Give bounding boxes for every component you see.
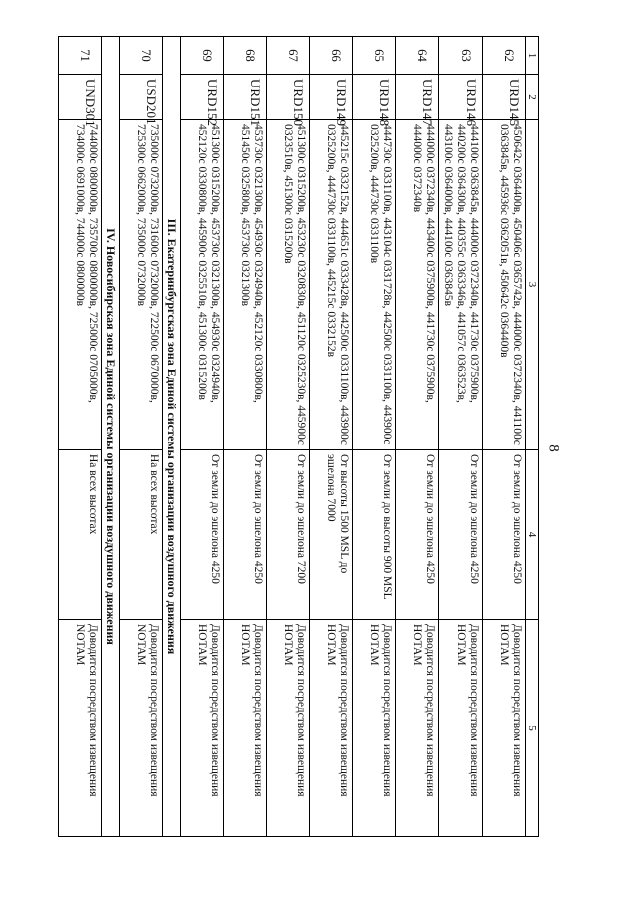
notice-method: Доводится посредством извещения НОТАМ [224, 620, 267, 837]
notice-method: Доводится посредством извещения НОТАМ [396, 620, 439, 837]
area-coordinates: 450642с 0364400в, 450406с 0365742в, 444000с 0372340в, 441100с 0363845в, 445936с 0362051в, 450642с 0364400в [483, 120, 526, 450]
area-coordinates: 453730с 0321300в, 454930с 0324940в, 452120с 0330800в, 451450с 0325800в, 453730с 0321300в [224, 120, 267, 450]
section-heading: III. Екатеринбургская зона Единой системы организации воздушного движения [163, 37, 181, 837]
row-number: 68 [224, 37, 267, 75]
restricted-areas-table [58, 36, 539, 837]
row-number: 62 [483, 37, 526, 75]
row-number: 63 [439, 37, 483, 75]
table-row [483, 37, 526, 837]
altitude-range: На всех высотах [59, 450, 102, 620]
table-row [224, 37, 267, 837]
table-row [396, 37, 439, 837]
header-row [526, 37, 539, 837]
table-row [439, 37, 483, 837]
area-code: UND301 [59, 75, 102, 120]
row-number: 69 [181, 37, 224, 75]
column-header: 2 [526, 75, 539, 120]
area-code: USD201 [120, 75, 163, 120]
notice-method: Доводится посредством извещения NOTAM [59, 620, 102, 837]
column-header: 1 [526, 37, 539, 75]
notice-method: Доводится посредством извещения NOTAM [120, 620, 163, 837]
table-row [353, 37, 396, 837]
area-code: URD152 [181, 75, 224, 120]
notice-method: Доводится посредством извещения НОТАМ [267, 620, 310, 837]
table-row [120, 37, 163, 837]
notice-method: Доводится посредством извещения НОТАМ [181, 620, 224, 837]
area-code: URD151 [224, 75, 267, 120]
area-code: URD146 [439, 75, 483, 120]
table-row [59, 37, 102, 837]
section-heading: IV. Новосибирская зона Единой системы организации воздушного движения [102, 37, 120, 837]
table-row [310, 37, 353, 837]
notice-method: Доводится посредством извещения НОТАМ [310, 620, 353, 837]
row-number: 67 [267, 37, 310, 75]
rotated-table-container [74, 36, 539, 836]
area-code: URD150 [267, 75, 310, 120]
area-coordinates: 445215с 0332152в, 444651с 0333428в, 442500с 0331100в, 443900с 0325200в, 444730с 0331100в, 445215с 0332152в [310, 120, 353, 450]
column-header: 3 [526, 120, 539, 450]
altitude-range: От земли до эшелона 4250 [439, 450, 483, 620]
row-number: 70 [120, 37, 163, 75]
row-number: 66 [310, 37, 353, 75]
area-code: URD149 [310, 75, 353, 120]
altitude-range: От земли до высоты 900 MSL [353, 450, 396, 620]
notice-method: Доводится посредством извещения НОТАМ [353, 620, 396, 837]
column-header: 5 [526, 620, 539, 837]
area-coordinates: 451300с 0315200в, 453730с 0321300в, 454930с 0324940в, 452120с 0330800в, 445900с 0325510в, 451300с 0315200в [181, 120, 224, 450]
altitude-range: От земли до эшелона 4250 [396, 450, 439, 620]
table-row [267, 37, 310, 837]
row-number: 65 [353, 37, 396, 75]
altitude-range: От земли до эшелона 7200 [267, 450, 310, 620]
row-number: 64 [396, 37, 439, 75]
altitude-range: На всех высотах [120, 450, 163, 620]
area-coordinates: 444730с 0331100в, 443104с 0331728в, 442500с 0331100в, 443900с 0325200в, 444730с 0331100в [353, 120, 396, 450]
area-coordinates: 444100с 0363845в, 444000с 0372340в, 441730с 0375900в, 440200с 0364300в, 440355с 0363346в, 441057с 0363523в, 443100с 0364000в, 444100с 0363845в [439, 120, 483, 450]
altitude-range: От земли до эшелона 4250 [224, 450, 267, 620]
section-heading-row [102, 37, 120, 837]
section-heading-row [163, 37, 181, 837]
altitude-range: От земли до эшелона 4250 [483, 450, 526, 620]
area-coordinates: 735000с 0732000в, 731600с 0732000в, 722500с 0670000в, 725300с 0662000в, 735000с 0732000в [120, 120, 163, 450]
table-row [181, 37, 224, 837]
altitude-range: От высоты 1500 MSL до эшелона 7000 [310, 450, 353, 620]
area-coordinates: 744000с 0800000в, 735700с 0800000в, 725000с 0705000в, 734000с 0691000в, 744000с 0800000в [59, 120, 102, 450]
area-code: URD145 [483, 75, 526, 120]
area-coordinates: 451300с 0315200в, 453230с 0320830в, 451120с 0325230в, 445900с 0323510в, 451300с 0315200в [267, 120, 310, 450]
page-number: 8 [545, 444, 562, 452]
row-number: 71 [59, 37, 102, 75]
area-code: URD147 [396, 75, 439, 120]
notice-method: Доводится посредством извещения НОТАМ [483, 620, 526, 837]
area-coordinates: 444000с 0372340в, 443400с 0375900в, 441730с 0375900в, 444000с 0372340в [396, 120, 439, 450]
column-header: 4 [526, 450, 539, 620]
altitude-range: От земли до эшелона 4250 [181, 450, 224, 620]
notice-method: Доводится посредством извещения НОТАМ [439, 620, 483, 837]
area-code: URD148 [353, 75, 396, 120]
